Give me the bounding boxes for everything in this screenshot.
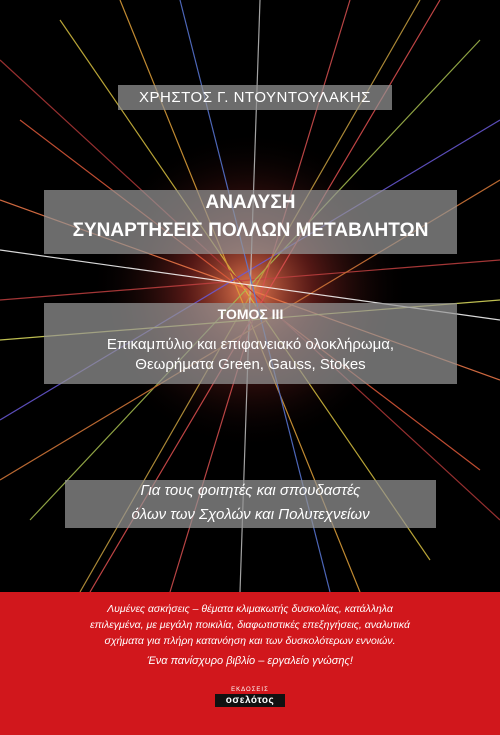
audience-line-2: όλων των Σχολών και Πολυτεχνείων — [131, 506, 370, 523]
publisher-prefix: ΕΚΔΟΣΕΙΣ — [231, 687, 269, 693]
description-band — [0, 592, 500, 735]
title-line-1: ΑΝΑΛΥΣΗ — [205, 192, 296, 213]
description-line-1: Λυμένες ασκήσεις – θέματα κλιμακωτής δυσκολίας, κατάλληλα — [107, 603, 393, 615]
volume-subtitle-line-2: Θεωρήματα Green, Gauss, Stokes — [135, 356, 366, 373]
title-line-2: ΣΥΝΑΡΤΗΣΕΙΣ ΠΟΛΛΩΝ ΜΕΤΑΒΛΗΤΩΝ — [72, 220, 429, 241]
title-box — [44, 190, 457, 254]
volume-subtitle-line-1: Επικαμπύλιο και επιφανειακό ολοκλήρωμα, — [106, 336, 395, 353]
audience-line-1: Για τους φοιτητές και σπουδαστές — [140, 482, 361, 499]
author-name: ΧΡΗΣΤΟΣ Γ. ΝΤΟΥΝΤΟΥΛΑΚΗΣ — [118, 85, 392, 110]
audience-box — [65, 480, 436, 528]
volume-box — [44, 303, 457, 384]
description-line-2: επιλεγμένα, με μεγάλη ποικιλία, διαφωτιστικές επεξηγήσεις, αναλυτικά — [90, 619, 410, 631]
volume-label: ΤΟΜΟΣ III — [217, 306, 284, 322]
description-line-3: σχήματα για πλήρη κατανόηση και των δυσκολότερων εννοιών. — [104, 635, 396, 647]
publisher-name: οσελότος — [215, 694, 285, 707]
slogan: Ένα πανίσχυρο βιβλίο – εργαλείο γνώσης! — [147, 655, 353, 667]
description-text — [20, 601, 480, 649]
publisher-logo — [215, 687, 285, 713]
